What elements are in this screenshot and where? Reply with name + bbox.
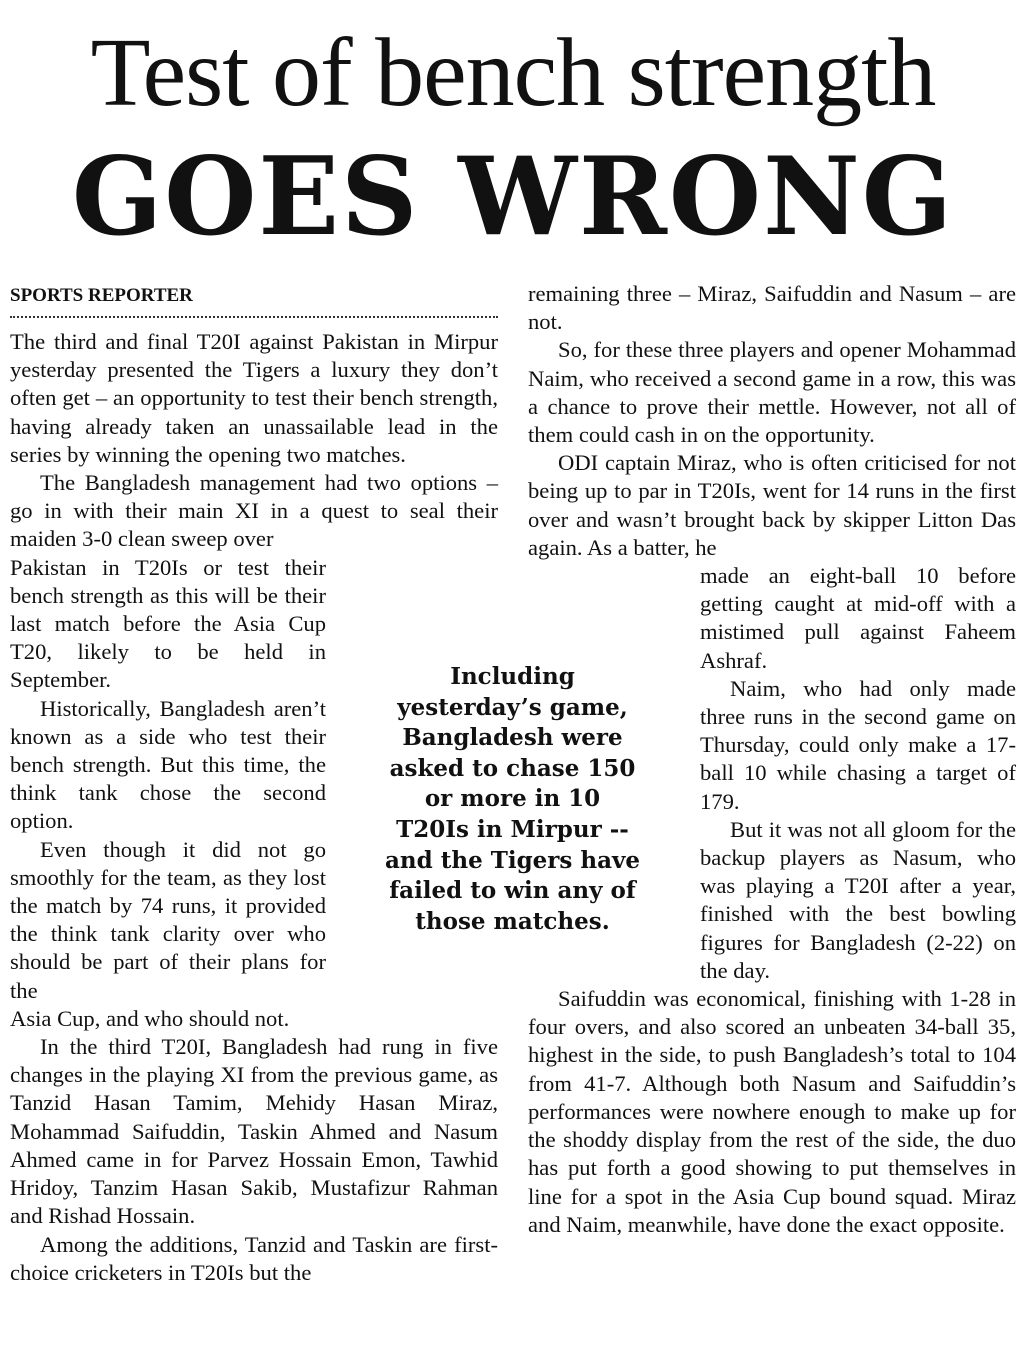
headline-line-1: Test of bench strength [90, 19, 936, 127]
byline: SPORTS REPORTER [10, 285, 193, 306]
paragraph: Even though it did not go smoothly for the team, as they lost the match by 74 runs, it provided the think tank clarity over who should be part of their plans for the [10, 836, 326, 1003]
paragraph: But it was not all gloom for the backup players as Nasum, who was playing a T20I after a year, finished with the best bowling figures for Bangladesh (2-22) on the day. [700, 816, 1016, 983]
paragraph: made an eight-ball 10 before getting caught at mid-off with a mistimed pull against Faheem Ashraf. [700, 563, 1016, 673]
paragraph: ODI captain Miraz, who is often criticised for not being up to par in T20Is, went for 14 runs in the first over and wasn’t brought back by skipper Litton Das again. As a batter, he [528, 450, 1016, 560]
paragraph: Among the additions, Tanzid and Taskin are first-choice cricketers in T20Is but the [10, 1231, 498, 1285]
byline-divider [10, 316, 498, 318]
paragraph: Pakistan in T20Is or test their bench strength as this will be their last match before the Asia Cup T20, likely to be held in September. [10, 554, 326, 693]
paragraph: So, for these three players and opener Mohammad Naim, who received a second game in a row, this was a chance to prove their mettle. However, not all of them could cash in on the opportunity. [528, 337, 1016, 448]
pull-quote: Including yesterday’s game, Bangladesh were asked to chase 150 or more in 10 T20Is in Mirpur -- and the Tigers have failed to win any of those matches. [385, 663, 640, 935]
paragraph: Asia Cup, and who should not. [10, 1005, 290, 1031]
paragraph: Saifuddin was economical, finishing with 1-28 in four overs, and also scored an unbeaten 34-ball 35, highest in the side, to push Bangladesh’s total to 104 from 41-7. Although both Nasum and Saifuddin’s performances were nowhere enough to make up for the shoddy display from the rest of the side, the duo has put forth a good showing to put themselves in line for a spot in the Asia Cup bound squad. Miraz and Naim, meanwhile, have done the exact opposite. [528, 986, 1016, 1237]
paragraph: The third and final T20I against Pakistan in Mirpur yesterday presented the Tigers a luxury they don’t often get – an opportunity to test their bench strength, having already taken an unassailable lead in the series by winning the opening two matches. [10, 329, 498, 467]
headline-line-2: GOES WRONG [71, 134, 955, 260]
paragraph: In the third T20I, Bangladesh had rung in five changes in the playing XI from the previous game, as Tanzid Hasan Tamim, Mehidy Hasan Miraz, Mohammad Saifuddin, Taskin Ahmed and Nasum Ahmed came in for Parvez Hossain Emon, Tawhid Hridoy, Tanzim Hasan Sakib, Mustafizur Rahman and Rishad Hossain. [10, 1034, 498, 1229]
paragraph: Naim, who had only made three runs in the second game on Thursday, could only make a 17-ball 10 while chasing a target of 179. [700, 675, 1016, 814]
paragraph: remaining three – Miraz, Saifuddin and Nasum – are not. [528, 281, 1016, 335]
paragraph: Historically, Bangladesh aren’t known as a side who test their bench strength. But this time, the think tank chose the second option. [10, 695, 326, 834]
paragraph: The Bangladesh management had two options – go in with their main XI in a quest to seal their maiden 3-0 clean sweep over [10, 470, 498, 552]
